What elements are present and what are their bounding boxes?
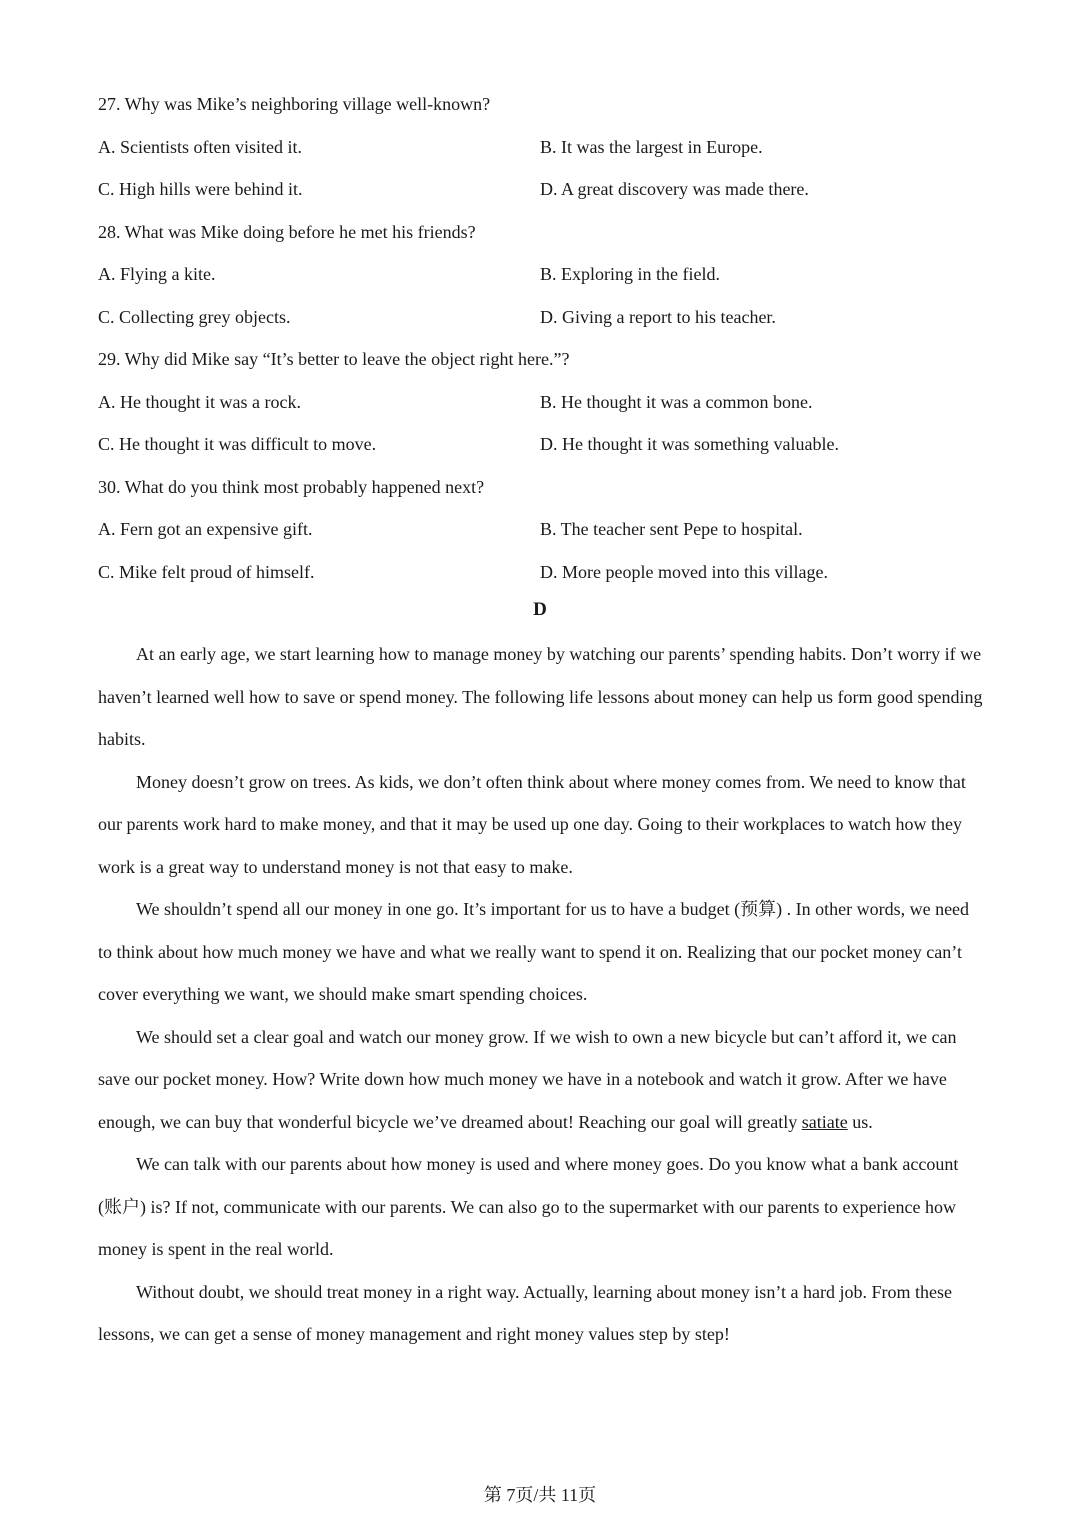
option-c: C. He thought it was difficult to move.	[98, 434, 377, 454]
option-c: C. Mike felt proud of himself.	[98, 562, 315, 582]
paragraph-4-text: We should set a clear goal and watch our money grow. If we wish to own a new bicycle but can’t afford it, we can save our pocket money. How? Write down how much money we have in a notebook and watch it grow. After we have enough, we can buy that wonderful bicycle we’ve dreamed about! Reaching our goal will greatly	[98, 1026, 957, 1132]
paragraph-1: At an early age, we start learning how to manage money by watching our parents’ spending habits. Don’t worry if we haven’t learned well how to save or spend money. The following life lessons about money can help us form good spending habits.	[98, 644, 983, 749]
option-c: C. High hills were behind it.	[98, 179, 303, 199]
question-stem: 27. Why was Mike’s neighboring village well-known?	[98, 94, 491, 114]
paragraph-2: Money doesn’t grow on trees. As kids, we don’t often think about where money comes from. We need to know that our parents work hard to make money, and that it may be used up one day. Going to their workplaces to watch how they work is a great way to understand money is not that easy to make.	[98, 771, 966, 877]
option-a: A. Flying a kite.	[98, 264, 216, 284]
option-c: C. Collecting grey objects.	[98, 307, 291, 327]
paragraph-3: We shouldn’t spend all our money in one go. It’s important for us to have a budget (预算) . In other words, we need to think about how much money we have and what we really want to spend it on. Realizing that our pocket money can’t cover everything we want, we should make smart spending choices.	[98, 899, 970, 1004]
paragraph-4	[98, 1016, 984, 1144]
section-heading: D	[533, 599, 547, 620]
option-b: B. He thought it was a common bone.	[540, 392, 813, 412]
question-stem: 28. What was Mike doing before he met his friends?	[98, 222, 476, 242]
option-d: D. A great discovery was made there.	[540, 179, 809, 199]
option-b: B. It was the largest in Europe.	[540, 137, 763, 157]
reading-passage	[98, 633, 984, 1356]
option-d: D. Giving a report to his teacher.	[540, 307, 776, 327]
option-a: A. He thought it was a rock.	[98, 392, 301, 412]
option-d: D. He thought it was something valuable.	[540, 434, 839, 454]
option-b: B. The teacher sent Pepe to hospital.	[540, 519, 803, 539]
paragraph-6: Without doubt, we should treat money in a right way. Actually, learning about money isn’t a hard job. From these lessons, we can get a sense of money management and right money values step by step!	[98, 1281, 952, 1344]
option-a: A. Fern got an expensive gift.	[98, 519, 313, 539]
paragraph-4-end: us.	[847, 1111, 873, 1132]
paragraph-5: We can talk with our parents about how money is used and where money goes. Do you know what a bank account (账户) is? If not, communicate with our parents. We can also go to the supermarket with our parents to experience how money is spent in the real world.	[98, 1154, 959, 1259]
question-stem: 29. Why did Mike say “It’s better to leave the object right here.”?	[98, 349, 570, 369]
option-a: A. Scientists often visited it.	[98, 137, 302, 157]
underlined-word: satiate	[801, 1111, 848, 1132]
option-d: D. More people moved into this village.	[540, 562, 828, 582]
question-stem: 30. What do you think most probably happened next?	[98, 477, 485, 497]
option-b: B. Exploring in the field.	[540, 264, 720, 284]
page-number: 第 7页/共 11页	[483, 1485, 597, 1505]
